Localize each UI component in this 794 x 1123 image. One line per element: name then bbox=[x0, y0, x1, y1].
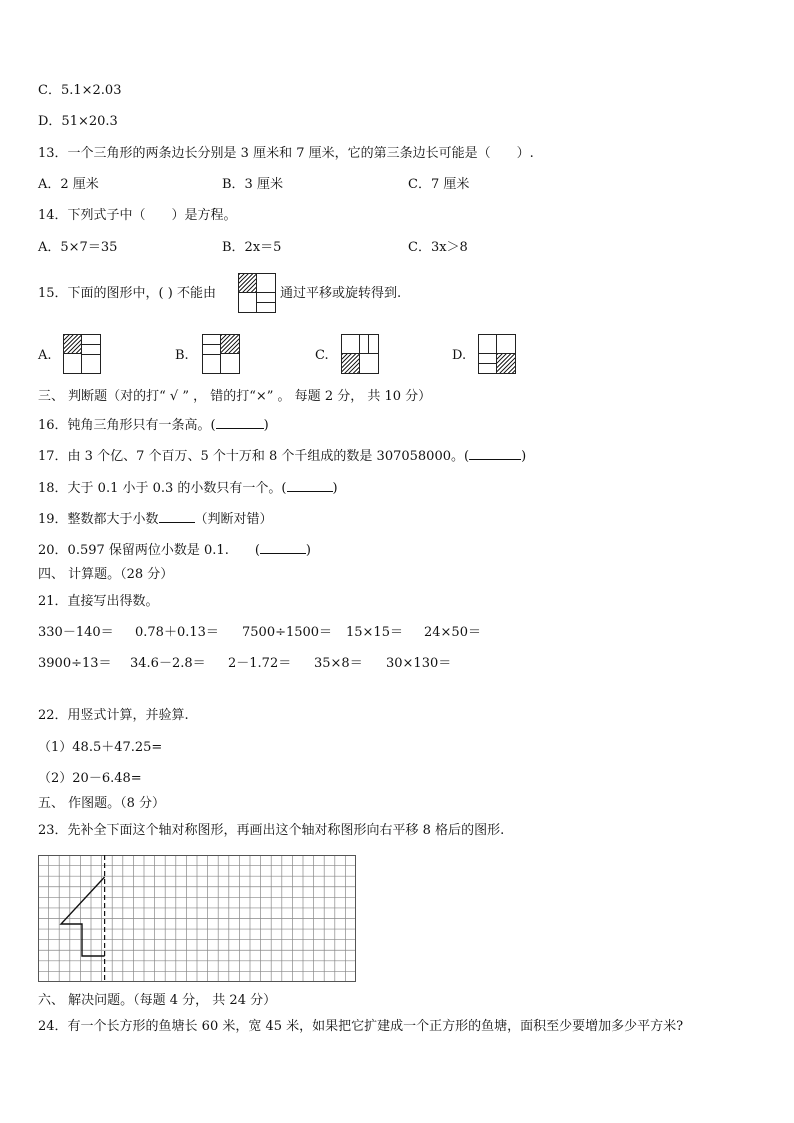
q14-option-b: B．2x＝5 bbox=[222, 240, 282, 255]
q13-stem: 13．一个三角形的两条边长分别是 3 厘米和 7 厘米，它的第三条边长可能是（ ）. bbox=[38, 146, 534, 161]
q16: 16．钝角三角形只有一条高。( ) bbox=[38, 418, 269, 433]
q13-option-c: C．7 厘米 bbox=[408, 177, 470, 192]
calc-item: 0.78＋0.13＝ bbox=[135, 625, 219, 640]
q18: 18．大于 0.1 小于 0.3 的小数只有一个。( ) bbox=[38, 481, 338, 496]
q22-part2: （2）20－6.48= bbox=[38, 771, 142, 786]
half-shape-outline bbox=[61, 877, 105, 956]
q14-stem: 14．下列式子中（ ）是方程。 bbox=[38, 208, 237, 223]
calc-item: 15×15＝ bbox=[346, 625, 403, 640]
calc-item: 30×130＝ bbox=[386, 656, 452, 671]
q15-option-d-label: D. bbox=[452, 348, 467, 363]
calc-item: 7500÷1500＝ bbox=[242, 625, 333, 640]
calc-item: 35×8＝ bbox=[314, 656, 363, 671]
section3-heading: 三、 判断题（对的打“ √ ” ， 错的打“×” 。 每题 2 分， 共 10 分） bbox=[38, 389, 432, 404]
square bbox=[238, 292, 257, 313]
q15-option-c-figure bbox=[341, 334, 379, 374]
q21: 21．直接写出得数。 bbox=[38, 594, 159, 609]
q14-option-a: A．5×7＝35 bbox=[38, 240, 118, 255]
calc-item: 24×50＝ bbox=[424, 625, 481, 640]
q24: 24．有一个长方形的鱼塘长 60 米，宽 45 米，如果把它扩建成一个正方形的鱼塘，面积至少要增加多少平方米? bbox=[38, 1019, 684, 1034]
q19: 19．整数都大于小数 （判断对错） bbox=[38, 512, 273, 527]
section4-heading: 四、 计算题。（28 分） bbox=[38, 567, 174, 582]
q12-option-c: C．5.1×2.03 bbox=[38, 83, 122, 98]
q15-reference-figure bbox=[238, 273, 276, 313]
q17: 17．由 3 个亿、7 个百万、5 个十万和 8 个千组成的数是 307058000。( ) bbox=[38, 449, 527, 464]
square bbox=[256, 273, 276, 293]
q20: 20．0.597 保留两位小数是 0.1. ( ) bbox=[38, 543, 311, 558]
q15-option-a-label: A. bbox=[38, 348, 52, 363]
calc-item: 3900÷13＝ bbox=[38, 656, 112, 671]
q13-option-b: B．3 厘米 bbox=[222, 177, 283, 192]
q13-option-a: A．2 厘米 bbox=[38, 177, 99, 192]
small-rect bbox=[256, 302, 276, 313]
q15-option-c-label: C. bbox=[315, 348, 329, 363]
section5-heading: 五、 作图题。（8 分） bbox=[38, 796, 166, 811]
q15-stem-before: 15．下面的图形中，( ) 不能由 bbox=[38, 286, 216, 301]
grid-lines bbox=[38, 855, 356, 982]
q14-option-c: C．3x＞8 bbox=[408, 240, 468, 255]
hatched-square bbox=[238, 273, 257, 293]
q23: 23．先补全下面这个轴对称图形，再画出这个轴对称图形向右平移 8 格后的图形. bbox=[38, 823, 505, 838]
calc-item: 330－140＝ bbox=[38, 625, 114, 640]
q12-option-d: D．51×20.3 bbox=[38, 114, 118, 129]
q15-option-b-figure bbox=[202, 334, 240, 374]
calc-item: 34.6－2.8＝ bbox=[130, 656, 206, 671]
q23-grid-figure bbox=[38, 855, 356, 982]
section6-heading: 六、 解决问题。（每题 4 分， 共 24 分） bbox=[38, 993, 277, 1008]
calc-item: 2－1.72＝ bbox=[228, 656, 292, 671]
q15-option-b-label: B. bbox=[175, 348, 189, 363]
q15-option-a-figure bbox=[63, 334, 101, 374]
q15-option-d-figure bbox=[478, 334, 516, 374]
q22: 22．用竖式计算，并验算. bbox=[38, 708, 189, 723]
q15-stem-after: 通过平移或旋转得到. bbox=[280, 286, 402, 301]
q22-part1: （1）48.5＋47.25= bbox=[38, 740, 163, 755]
